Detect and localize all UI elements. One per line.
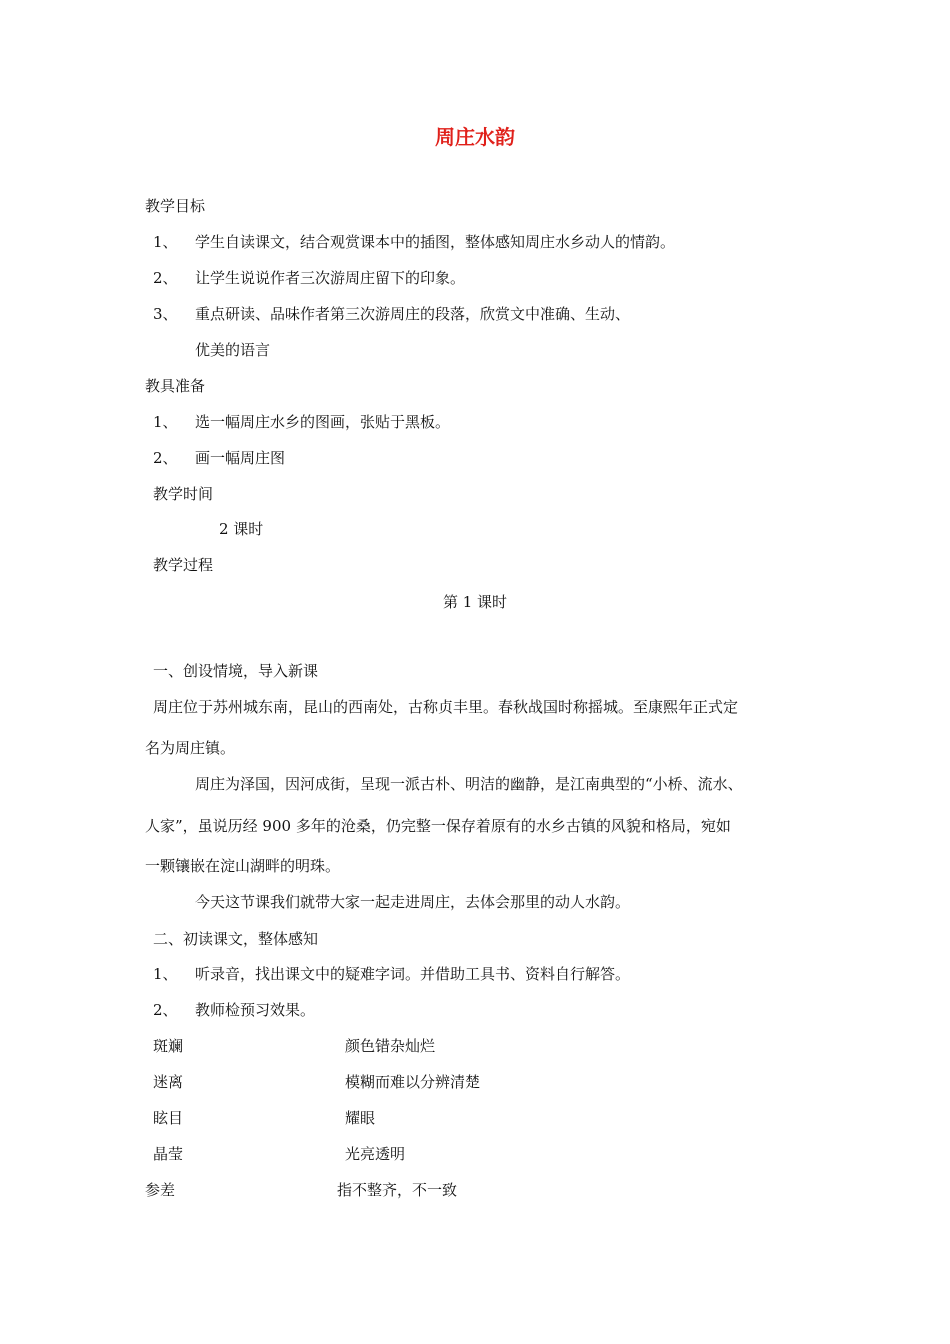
- goal-3-text: 重点研读、品味作者第三次游周庄的段落，欣赏文中准确、生动、: [195, 305, 631, 323]
- section1-para3: 今天这节课我们就带大家一起走进周庄，去体会那里的动人水韵。: [195, 893, 631, 911]
- section1-para2-line1: 周庄为泽国，因河成街，呈现一派古朴、明洁的幽静，是江南典型的“小桥、流水、: [195, 775, 743, 793]
- vocab-word: 斑斓: [153, 1037, 184, 1055]
- time-heading: 教学时间: [153, 485, 214, 503]
- vocab-word: 迷离: [153, 1073, 184, 1091]
- section1-para2-line2: 人家”，虽说历经 900 多年的沧桑，仍完整一保存着原有的水乡古镇的风貌和格局，宛如: [145, 817, 731, 835]
- process-heading: 教学过程: [153, 556, 214, 574]
- section2-item-1-text: 听录音，找出课文中的疑难字词。并借助工具书、资料自行解答。: [195, 965, 631, 983]
- lesson-title: 第 1 课时: [442, 593, 508, 611]
- tools-heading: 教具准备: [145, 377, 206, 395]
- tool-2-text: 画一幅周庄图: [195, 449, 286, 467]
- vocab-meaning: 颜色错杂灿烂: [345, 1037, 436, 1055]
- goal-2-number: 2、: [153, 269, 178, 287]
- section1-para1-line2: 名为周庄镇。: [145, 739, 236, 757]
- section1-para2-line3: 一颗镶嵌在淀山湖畔的明珠。: [145, 857, 341, 875]
- vocab-meaning: 耀眼: [345, 1109, 376, 1127]
- section2-heading: 二、初读课文，整体感知: [153, 930, 319, 948]
- time-value: 2 课时: [219, 520, 264, 538]
- tool-1-text: 选一幅周庄水乡的图画，张贴于黑板。: [195, 413, 451, 431]
- vocab-word: 眩目: [153, 1109, 184, 1127]
- section1-para1-line1: 周庄位于苏州城东南，昆山的西南处，古称贞丰里。春秋战国时称摇城。至康熙年正式定: [153, 698, 739, 716]
- goal-3-number: 3、: [153, 305, 178, 323]
- vocab-meaning: 指不整齐，不一致: [337, 1181, 458, 1199]
- section2-item-2-number: 2、: [153, 1001, 178, 1019]
- section1-heading: 一、创设情境，导入新课: [153, 662, 319, 680]
- vocab-word: 晶莹: [153, 1145, 184, 1163]
- goal-2-text: 让学生说说作者三次游周庄留下的印象。: [195, 269, 466, 287]
- section2-item-1-number: 1、: [153, 965, 178, 983]
- goal-1-number: 1、: [153, 233, 178, 251]
- goal-1-text: 学生自读课文，结合观赏课本中的插图，整体感知周庄水乡动人的情韵。: [195, 233, 676, 251]
- tool-1-number: 1、: [153, 413, 178, 431]
- section2-item-2-text: 教师检预习效果。: [195, 1001, 316, 1019]
- vocab-meaning: 模糊而难以分辨清楚: [345, 1073, 481, 1091]
- goal-3-continuation: 优美的语言: [195, 341, 271, 359]
- vocab-meaning: 光亮透明: [345, 1145, 406, 1163]
- goals-heading: 教学目标: [145, 197, 206, 215]
- tool-2-number: 2、: [153, 449, 178, 467]
- vocab-word: 参差: [145, 1181, 176, 1199]
- document-title: 周庄水韵: [435, 125, 515, 149]
